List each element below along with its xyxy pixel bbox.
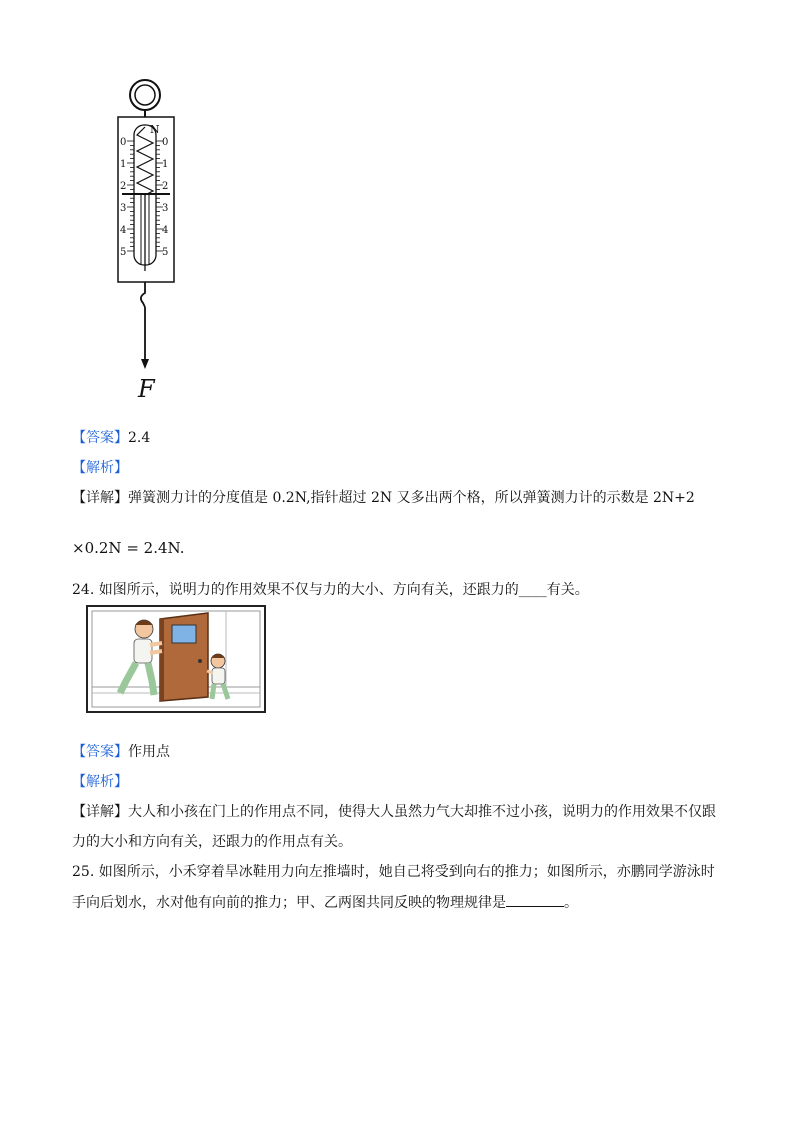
door-window (172, 625, 196, 643)
door-push-figure (86, 605, 266, 713)
q25-question-line1: 25. 如图所示，小禾穿着旱冰鞋用力向左推墙时，她自己将受到向右的推力；如图所示，亦鹏同学游泳时 (72, 864, 715, 880)
tick-label-left: 1 (120, 159, 127, 170)
q25-question-line2 (72, 892, 578, 913)
tick-label-left: 0 (120, 137, 127, 148)
scale-hook (141, 282, 145, 307)
q24-analysis-row (72, 772, 128, 792)
force-label: F (138, 375, 155, 403)
unit-label: N (150, 123, 160, 136)
detail-tag: 【详解】 (72, 804, 128, 820)
tick-label-right: 1 (162, 159, 169, 170)
detail-text: 弹簧测力计的分度值是 0.2N,指针超过 2N 又多出两个格，所以弹簧测力计的示数是 2N+2 (128, 490, 695, 506)
tick-label-right: 4 (162, 225, 169, 236)
force-arrow (141, 359, 149, 369)
q23-formula (72, 538, 184, 558)
tick-label-right: 5 (162, 247, 169, 258)
detail-text: 大人和小孩在门上的作用点不同，使得大人虽然力气大却推不过小孩，说明力的作用效果不仅跟 (128, 804, 716, 820)
q23-analysis-row (72, 458, 128, 478)
answer-value: 作用点 (128, 744, 170, 760)
q24-detail-row (72, 802, 716, 822)
answer-blank (506, 892, 564, 907)
q23-detail-row (72, 488, 695, 508)
analysis-tag: 【解析】 (72, 460, 128, 476)
analysis-tag: 【解析】 (72, 774, 128, 790)
tick-label-left: 5 (120, 247, 127, 258)
tick-label-right: 0 (162, 137, 169, 148)
q24-detail-row-2: 力的大小和方向有关，还跟力的作用点有关。 (72, 834, 352, 850)
tick-label-left: 4 (120, 225, 127, 236)
detail-tag: 【详解】 (72, 490, 128, 506)
q25-end: 。 (564, 895, 578, 911)
tick-label-right: 3 (162, 203, 169, 214)
q25-text: 手向后划水，水对他有向前的推力；甲、乙两图共同反映的物理规律是 (72, 895, 506, 911)
q24-answer-row (72, 742, 170, 762)
tick-label-right: 2 (162, 181, 169, 192)
q24-question: 24. 如图所示，说明力的作用效果不仅与力的大小、方向有关，还跟力的____有关。 (72, 582, 589, 598)
formula-end: . (179, 539, 185, 557)
answer-tag: 【答案】 (72, 744, 128, 760)
spring-scale-figure (110, 75, 190, 405)
formula-text: ×0.2N = 2.4N (72, 539, 180, 557)
answer-value: 2.4 (128, 430, 151, 446)
q23-answer-row (72, 428, 150, 448)
tick-label-left: 3 (120, 203, 127, 214)
answer-tag: 【答案】 (72, 430, 128, 446)
tick-label-left: 2 (120, 181, 127, 192)
